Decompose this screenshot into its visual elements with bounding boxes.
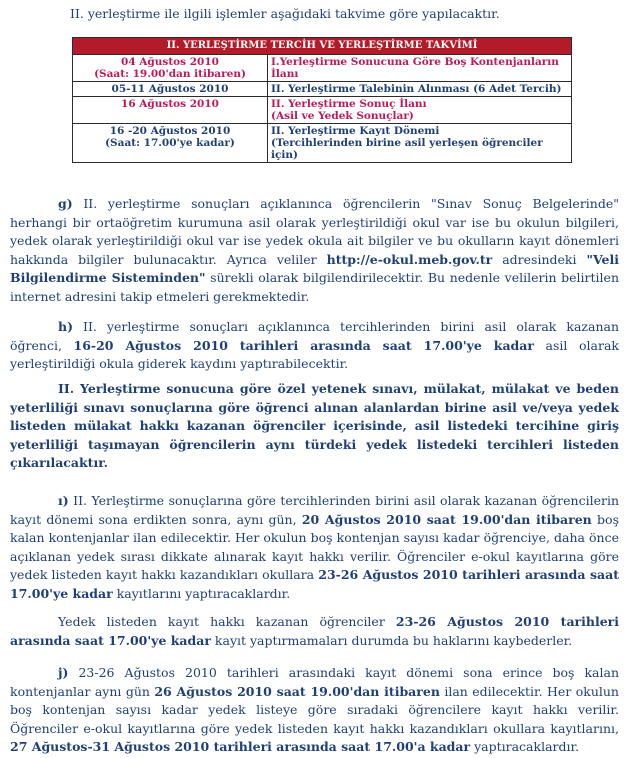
paragraph-yedek-bold: 23-26 Ağustos 2010 tarihleri arasında saat 17.00'ye kadar — [10, 614, 619, 648]
schedule-row — [73, 82, 572, 97]
paragraph-g-text-2: adresindeki — [492, 251, 587, 267]
paragraph-j — [10, 664, 619, 757]
schedule-row — [73, 97, 572, 124]
schedule-date-line: 16 -20 Ağustos 2010 — [109, 125, 231, 137]
paragraph-g-label: g) — [58, 196, 73, 211]
paragraph-h-text-2: asil olarak yerleştirildiği okula giderek kaydını yaptırabilecektir. — [10, 337, 619, 372]
paragraph-j-label: j) — [58, 665, 69, 680]
meb-url-link[interactable]: http://e-okul.meb.gov.tr — [326, 251, 493, 267]
schedule-description-line: (Tercihlerinden birine asil yerleşen öğrenciler için) — [271, 137, 543, 161]
paragraph-g-text-1: II. yerleştirme sonuçları açıklanınca öğrencilerin "Sınav Sonuç Belgelerinde" herhangi bir ortaöğretim kurumuna asil olarak yerleştirildiği okul var ise bu okulun bilgileri, yedek olarak yerleştirildiği okul var ise yedek okula ait bilgiler ve bu okulların kayıt dönemleri hakkında bilgiler bulunacaktır. Ayrıca veliler — [10, 196, 619, 267]
paragraph-i — [10, 492, 619, 604]
schedule-description — [268, 97, 572, 124]
paragraph-g-text-3: sürekli olarak bilgilendirilecektir. Bu nedenle velilerin belirtilen internet adresini takip etmeleri gerekmektedir. — [10, 270, 619, 304]
schedule-description-line: II. Yerleştirme Talebinin Alınması (6 Adet Tercih) — [271, 83, 562, 95]
paragraph-i-text-1: II. Yerleştirme sonuçlarına göre tercihlerinden birini asil olarak kazanan öğrencilerin kayıt dönemi sona erdikten sonra, aynı gün, — [10, 493, 619, 527]
paragraph-j-text-1: 23-26 Ağustos 2010 tarihleri arasındaki kayıt dönemi sona erince boş kalan kontenjanlar aynı gün — [10, 665, 619, 699]
paragraph-h-text-1: II. yerleştirme sonuçları açıklanınca tercihlerinden birini asil olarak kazanan öğrenci, — [10, 319, 619, 353]
paragraph-i-text-3: kayıtlarını yaptıracaklardır. — [112, 585, 291, 601]
schedule-description-line: (Asil ve Yedek Sonuçlar) — [271, 110, 414, 122]
schedule-description-line: II. Yerleştirme Kayıt Dönemi — [271, 125, 440, 137]
schedule-table-body — [73, 55, 572, 163]
schedule-date — [73, 124, 268, 163]
paragraph-i-bold-1: 20 Ağustos 2010 saat 19.00'dan itibaren — [301, 511, 592, 527]
schedule-date-line: 05-11 Ağustos 2010 — [111, 83, 229, 95]
paragraph-yedek-text-2: kayıt yaptırmamaları durumda bu haklarını kaybederler. — [210, 632, 573, 648]
paragraph-i-label: ı) — [58, 493, 69, 508]
schedule-table-title: II. YERLEŞTİRME TERCİH VE YERLEŞTİRME TAKVİMİ — [73, 38, 572, 55]
paragraph-j-bold-2: 27 Ağustos-31 Ağustos 2010 tarihleri arasında saat 17.00'a kadar — [10, 739, 471, 755]
paragraph-j-text-3: yaptıracaklardır. — [470, 739, 580, 755]
schedule-date-line: 16 Ağustos 2010 — [121, 98, 219, 110]
schedule-date — [73, 55, 268, 82]
paragraph-yedek — [10, 613, 619, 650]
schedule-date-line: (Saat: 19.00'dan itibaren) — [94, 68, 246, 80]
paragraph-j-text-2: ilan edilecektir. Her okulun boş kontenjan sayısı kadar yedek listeye göre sıradaki öğrencilere kayıt hakkı verilir. Öğrenciler e-okul kayıtlarına göre yedek listeden kayıt hakkı kazandıkları okullara kayıtlarını, — [10, 683, 619, 736]
schedule-date — [73, 97, 268, 124]
schedule-description-line: I.Yerleştirme Sonucuna Göre Boş Kontenjanların İlanı — [271, 56, 559, 80]
schedule-row — [73, 124, 572, 163]
schedule-date-line: 04 Ağustos 2010 — [121, 56, 219, 68]
schedule-date — [73, 82, 268, 97]
schedule-row — [73, 55, 572, 82]
intro-text: II. yerleştirme ile ilgili işlemler aşağıdaki takvime göre yapılacaktır. — [70, 6, 500, 21]
paragraph-bold — [10, 380, 619, 473]
paragraph-i-bold-2: 23-26 Ağustos 2010 tarihleri arasında saat 17.00'ye kadar — [10, 567, 619, 601]
schedule-description-line: II. Yerleştirme Sonuç İlanı — [271, 98, 427, 110]
schedule-table — [72, 37, 572, 163]
paragraph-j-bold-1: 26 Ağustos 2010 saat 19.00'dan itibaren — [154, 683, 440, 699]
schedule-description — [268, 124, 572, 163]
paragraph-h-bold: 16-20 Ağustos 2010 tarihleri arasında saat 17.00'ye kadar — [73, 337, 534, 353]
schedule-description — [268, 82, 572, 97]
paragraph-h-label: h) — [58, 319, 74, 334]
paragraph-g-bold: "Veli Bilgilendirme Sisteminden" — [10, 251, 619, 286]
schedule-description — [268, 55, 572, 82]
paragraph-bold-text: II. Yerleştirme sonucuna göre özel yetenek sınavı, mülakat, mülakat ve beden yeterliliği sınavı sonuçlarına göre öğrenci alınan alanlardan birine asil ve/veya yedek listeden mülakat hakkı kazanan öğrenciler içerisinde, asil listedeki tercihine giriş yeterliliği taşımayan öğrencilerin aynı türdeki yedek listedeki tercihleri listeden çıkarılacaktır. — [10, 381, 619, 471]
schedule-date-line: (Saat: 17.00'ye kadar) — [105, 137, 235, 149]
paragraph-yedek-text-1: Yedek listeden kayıt hakkı kazanan öğrenciler — [58, 614, 396, 629]
paragraph-h — [10, 318, 619, 374]
paragraph-g — [10, 195, 619, 307]
paragraph-i-text-2: boş kalan kontenjanlar ilan edilecektir. Her okulun boş kontenjan sayısı kadar öğrenciye, daha önce açıklanan yedek sırası dikkate alınarak kayıt hakkı verilir. Öğrenciler e-okul kayıtlarına göre yedek listeden kayıt hakkı kazandıkları okullara — [10, 511, 619, 583]
